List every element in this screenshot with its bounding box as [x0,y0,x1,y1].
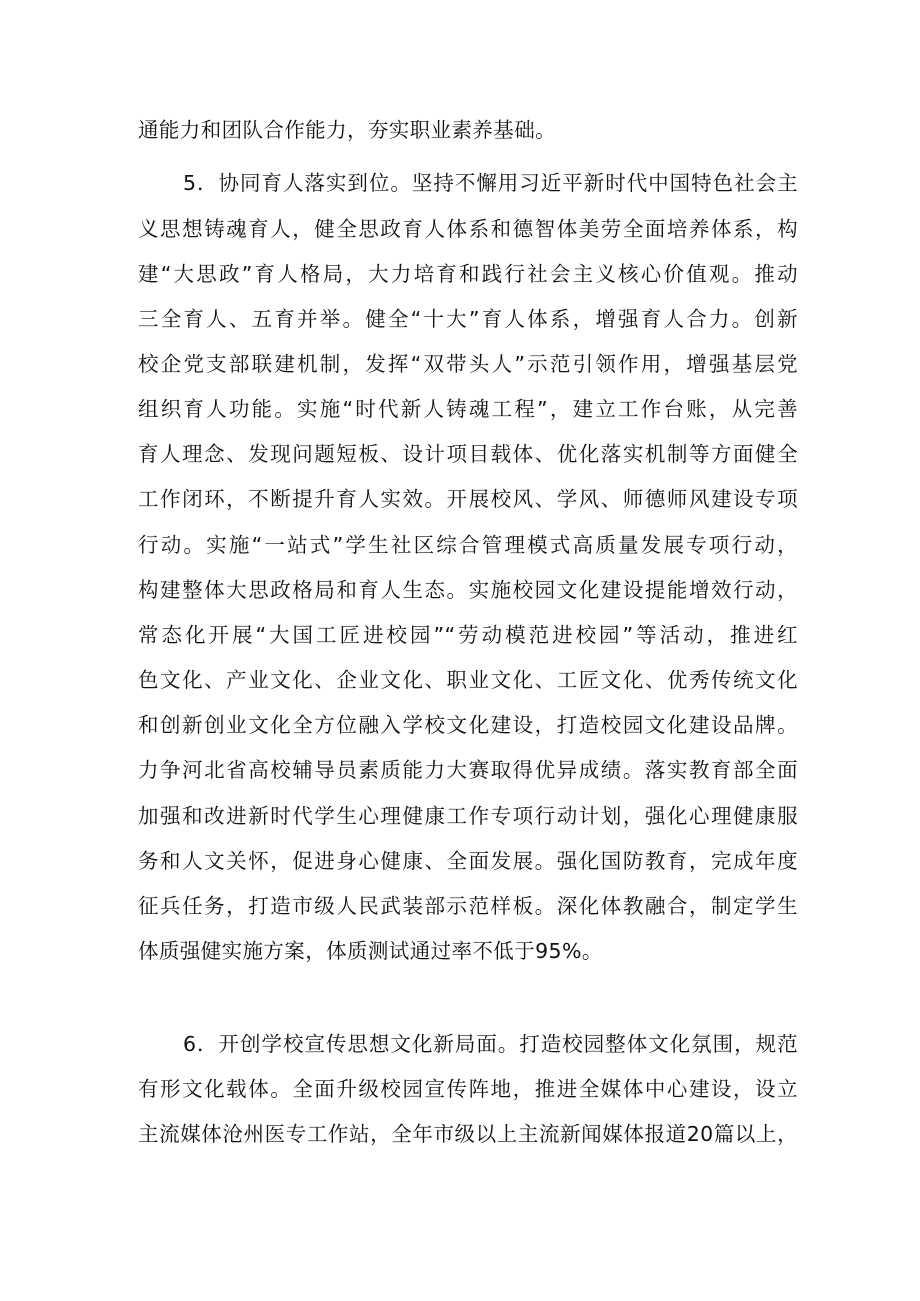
paragraph-line: 育人理念、发现问题短板、设计项目载体、优化落实机制等方面健全 [138,442,798,466]
paragraph-line: 常态化开展“大国工匠进校园”“劳动模范进校园”等活动，推进红 [138,623,798,647]
paragraph-line: 加强和改进新时代学生心理健康工作专项行动计划，强化心理健康服 [138,804,798,828]
paragraph-line: 主流媒体沧州医专工作站，全年市级以上主流新闻媒体报道20篇以上， [138,1122,798,1146]
paragraph-line: 三全育人、五育并举。健全“十大”育人体系，增强育人合力。创新 [138,307,798,331]
paragraph-line: 校企党支部联建机制，发挥“双带头人”示范引领作用，增强基层党 [138,352,798,376]
paragraph-line: 色文化、产业文化、企业文化、职业文化、工匠文化、优秀传统文化 [138,668,798,692]
paragraph-line: 体质强健实施方案，体质测试通过率不低于95%。 [138,939,603,963]
paragraph-line: 有形文化载体。全面升级校园宣传阵地，推进全媒体中心建设，设立 [138,1077,798,1101]
paragraph-line: 构建整体大思政格局和育人生态。实施校园文化建设提能增效行动， [138,578,798,602]
paragraph-line: 力争河北省高校辅导员素质能力大赛取得优异成绩。落实教育部全面 [138,758,798,782]
paragraph-line: 征兵任务，打造市级人民武装部示范样板。深化体教融合，制定学生 [138,894,798,918]
paragraph-line: 建“大思政”育人格局，大力培育和践行社会主义核心价值观。推动 [138,262,798,286]
paragraph-line: 务和人文关怀，促进身心健康、全面发展。强化国防教育，完成年度 [138,849,798,873]
paragraph-line: 和创新创业文化全方位融入学校文化建设，打造校园文化建设品牌。 [138,713,798,737]
paragraph-line: 义思想铸魂育人，健全思政育人体系和德智体美劳全面培养体系，构 [138,217,798,241]
paragraph-line: 行动。实施“一站式”学生社区综合管理模式高质量发展专项行动， [138,533,798,557]
section-5-heading-line: 5．协同育人落实到位。坚持不懈用习近平新时代中国特色社会主 [183,171,798,195]
paragraph-line: 通能力和团队合作能力，夯实职业素养基础。 [138,118,556,142]
section-6-heading-line: 6．开创学校宣传思想文化新局面。打造校园整体文化氛围，规范 [183,1032,798,1056]
paragraph-line: 组织育人功能。实施“时代新人铸魂工程”，建立工作台账，从完善 [138,397,798,421]
paragraph-line: 工作闭环，不断提升育人实效。开展校风、学风、师德师风建设专项 [138,487,798,511]
